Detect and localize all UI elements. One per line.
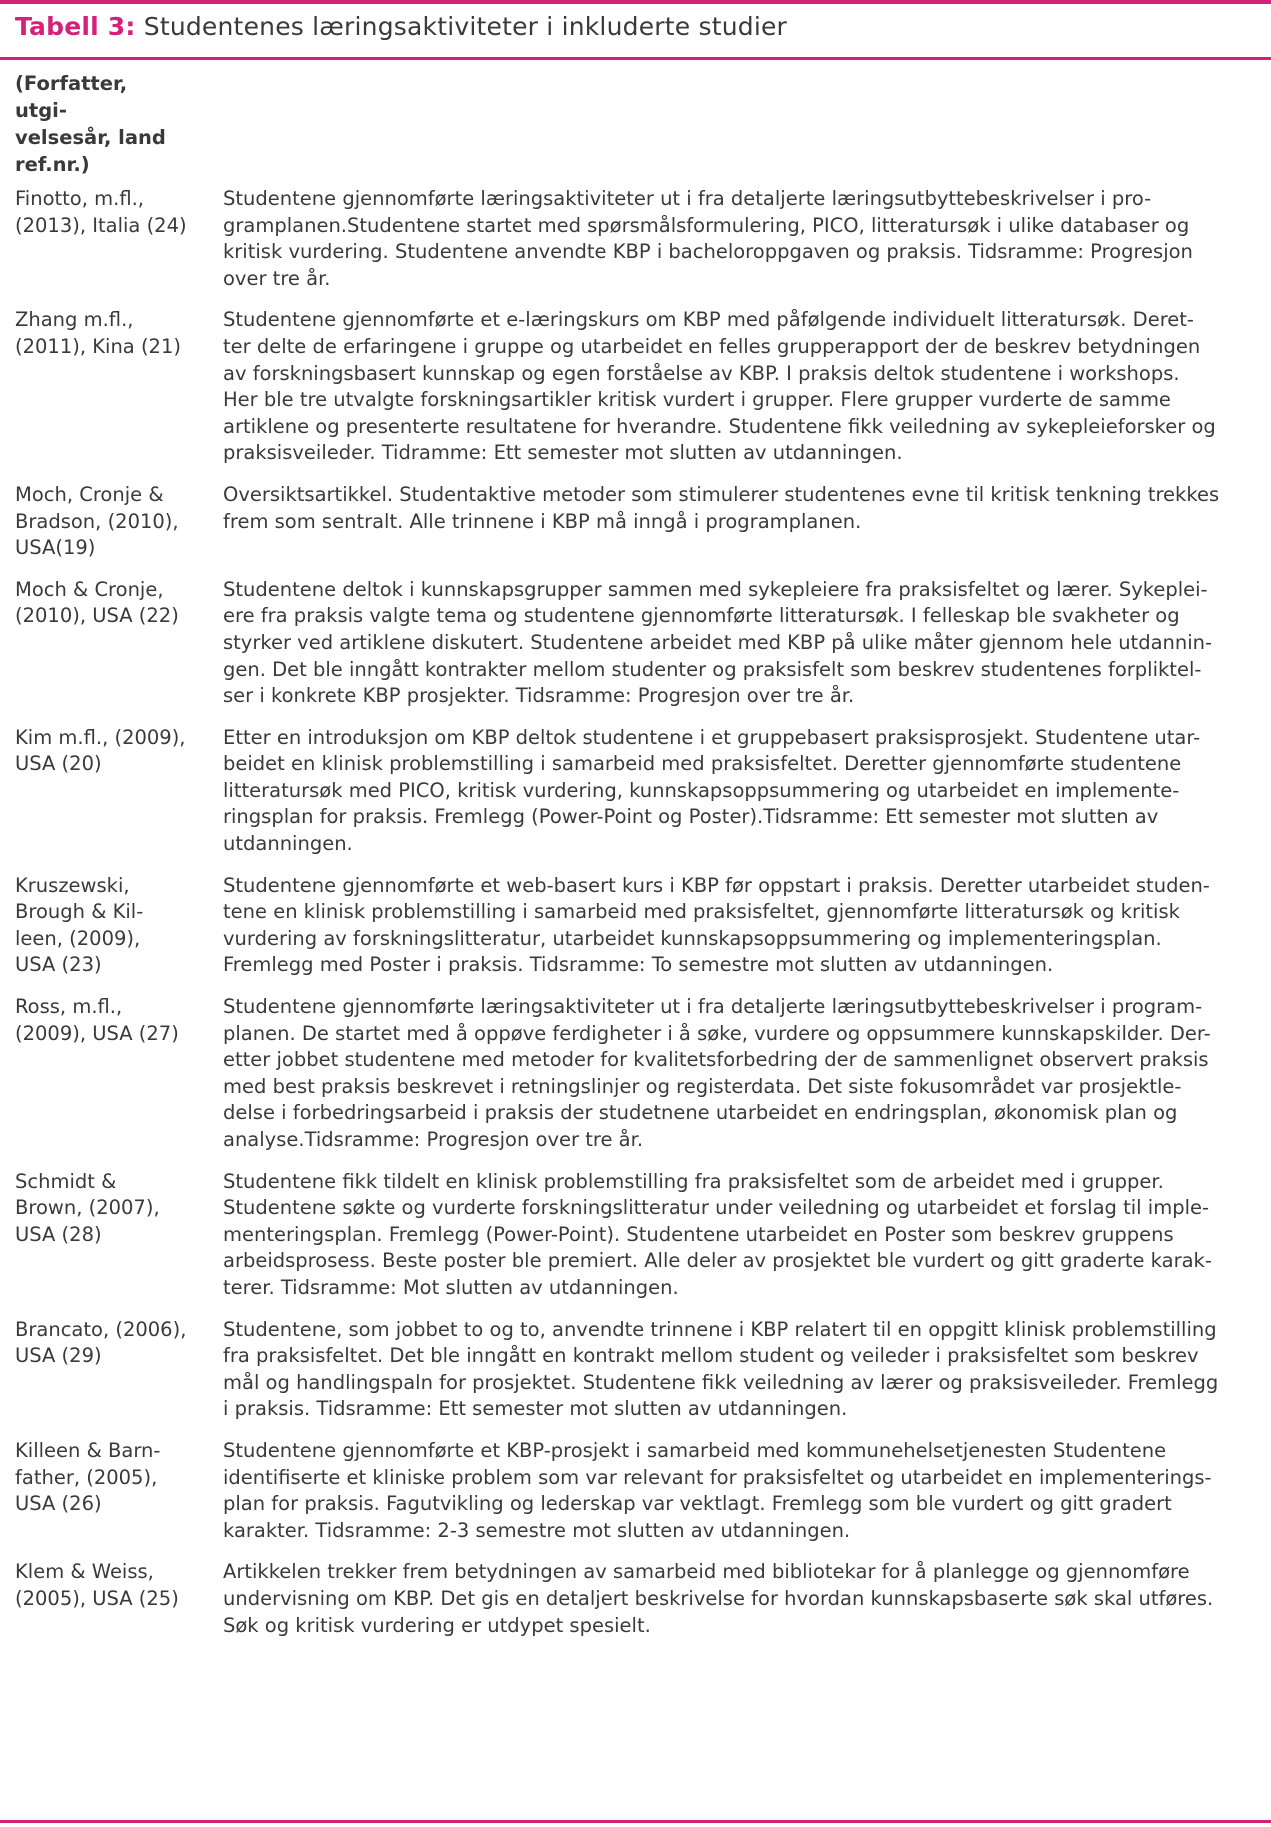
- author-line: Moch, Cronje &: [15, 482, 164, 506]
- description-line: av forskningsbasert kunnskap og egen forståelse av KBP. I praksis deltok studentene i workshops.: [223, 361, 1180, 385]
- table-row: [15, 873, 1258, 979]
- description-line: menteringsplan. Fremlegg (Power-Point). Studentene utarbeidet en Poster som beskrev gruppens: [223, 1222, 1174, 1246]
- author-line: Brancato, (2006),: [15, 1317, 187, 1341]
- description-line: undervisning om KBP. Det gis en detaljert beskrivelse for hvordan kunnskapsbaserte søk skal utføres.: [223, 1586, 1214, 1610]
- description-line: kritisk vurdering. Studentene anvendte KBP i bacheloroppgaven og praksis. Tidsramme: Progresjon: [223, 240, 1193, 264]
- author-line: USA (29): [15, 1344, 102, 1368]
- header-line: (Forfatter, utgi-: [15, 72, 128, 122]
- description-line: Studentene søkte og vurderte forskningslitteratur under veiledning og utarbeidet et forslag til imple-: [223, 1196, 1210, 1220]
- author-cell: [15, 307, 223, 467]
- table-row: [15, 1559, 1258, 1639]
- author-cell: [15, 1438, 223, 1544]
- top-rule: [0, 0, 1271, 4]
- description-line: ter delte de erfaringene i gruppe og utarbeidet en felles grupperapport der de beskrev betydningen: [223, 334, 1201, 358]
- author-line: (2013), Italia (24): [15, 213, 187, 237]
- author-line: (2011), Kina (21): [15, 334, 181, 358]
- author-line: Brough & Kil-: [15, 900, 144, 924]
- author-line: Ross, m.fl.,: [15, 995, 123, 1019]
- header-line: velsesår, land: [15, 126, 166, 149]
- description-line: Søk og kritisk vurdering er utdypet spesielt.: [223, 1613, 651, 1637]
- description-line: vurdering av forskningslitteratur, utarbeidet kunnskapsoppsummering og implementeringsplan.: [223, 926, 1162, 950]
- author-line: USA(19): [15, 536, 96, 560]
- description-line: Studentene deltok i kunnskapsgrupper sammen med sykepleiere fra praksisfeltet og lærer. Sykeplei-: [223, 577, 1208, 601]
- description-line: Studentene gjennomførte læringsaktiviteter ut i fra detaljerte læringsutbyttebeskrivelser i program-: [223, 995, 1203, 1019]
- description-line: Etter en introduksjon om KBP deltok studentene i et gruppebasert praksisprosjekt. Studentene utar-: [223, 725, 1201, 749]
- author-cell: [15, 577, 223, 710]
- table-row: [15, 577, 1258, 710]
- description-cell: [223, 1559, 1258, 1639]
- description-line: Artikkelen trekker frem betydningen av samarbeid med bibliotekar for å planlegge og gjennomføre: [223, 1560, 1190, 1584]
- table-body: [15, 186, 1258, 1639]
- description-line: identifiserte et kliniske problem som var relevant for praksisfeltet og utarbeidet en implementerings-: [223, 1465, 1212, 1489]
- table-caption: Studentenes læringsaktiviteter i inkluderte studier: [143, 12, 788, 41]
- table-row: [15, 994, 1258, 1154]
- author-line: Finotto, m.fl.,: [15, 187, 144, 210]
- table-row: [15, 1169, 1258, 1302]
- description-cell: [223, 1438, 1258, 1544]
- description-line: plan for praksis. Fagutvikling og lederskap var vektlagt. Fremlegg som ble vurdert og gitt gradert: [223, 1492, 1172, 1516]
- author-line: Bradson, (2010),: [15, 509, 179, 533]
- description-line: tene en klinisk problemstilling i samarbeid med praksisfeltet, gjennomførte litteratursøk og kritisk: [223, 900, 1180, 924]
- author-line: Brown, (2007),: [15, 1196, 160, 1220]
- author-line: Killeen & Barn-: [15, 1438, 161, 1462]
- description-line: arbeidsprosess. Beste poster ble premiert. Alle deler av prosjektet ble vurdert og gitt graderte karak-: [223, 1249, 1212, 1273]
- author-cell: [15, 482, 223, 562]
- description-line: frem som sentralt. Alle trinnene i KBP må inngå i programplanen.: [223, 509, 862, 533]
- author-line: (2009), USA (27): [15, 1021, 179, 1045]
- description-line: Her ble tre utvalgte forskningsartikler kritisk vurdert i grupper. Flere grupper vurderte de samme: [223, 388, 1171, 412]
- table-row: [15, 307, 1258, 467]
- description-line: Studentene gjennomførte et e-læringskurs om KBP med påfølgende individuelt litteratursøk. Deret-: [223, 308, 1194, 332]
- description-line: gramplanen.Studentene startet med spørsmålsformulering, PICO, litteratursøk i ulike databaser og: [223, 213, 1190, 237]
- description-line: Studentene gjennomførte læringsaktiviteter ut i fra detaljerte læringsutbyttebeskrivelser i pro-: [223, 187, 1152, 210]
- author-column-header: [15, 70, 185, 178]
- author-cell: [15, 994, 223, 1154]
- description-line: Studentene fikk tildelt en klinisk problemstilling fra praksisfeltet som de arbeidet med i grupper.: [223, 1169, 1164, 1193]
- description-line: i praksis. Tidsramme: Ett semester mot slutten av utdanningen.: [223, 1397, 848, 1421]
- description-line: Studentene, som jobbet to og to, anvendte trinnene i KBP relatert til en oppgitt klinisk problemstilling: [223, 1317, 1217, 1341]
- description-cell: [223, 1169, 1258, 1302]
- description-line: Oversiktsartikkel. Studentaktive metoder som stimulerer studentenes evne til kritisk tenkning trekkes: [223, 482, 1220, 506]
- description-line: styrker ved artiklene diskutert. Studentene arbeidet med KBP på ulike måter gjennom hele utdannin-: [223, 630, 1213, 654]
- description-cell: [223, 307, 1258, 467]
- author-line: USA (23): [15, 953, 102, 977]
- description-line: artiklene og presenterte resultatene for hverandre. Studentene fikk veiledning av sykepleieforsker og: [223, 414, 1216, 438]
- author-line: (2005), USA (25): [15, 1586, 179, 1610]
- title-rule: [0, 57, 1271, 60]
- description-line: terer. Tidsramme: Mot slutten av utdanningen.: [223, 1275, 679, 1299]
- table-row: [15, 1438, 1258, 1544]
- author-line: Kruszewski,: [15, 873, 130, 897]
- description-line: utdanningen.: [223, 832, 353, 856]
- description-line: litteratursøk med PICO, kritisk vurdering, kunnskapsoppsummering og utarbeidet en implemente-: [223, 778, 1180, 802]
- description-line: analyse.Tidsramme: Progresjon over tre år.: [223, 1128, 644, 1151]
- description-line: gen. Det ble inngått kontrakter mellom studenter og praksisfelt som beskrev studentenes forpliktel-: [223, 657, 1202, 681]
- description-line: etter jobbet studentene med metoder for kvalitetsforbedring der de sammenlignet observert praksis: [223, 1048, 1209, 1072]
- table-title: [15, 10, 787, 44]
- author-line: (2010), USA (22): [15, 604, 179, 628]
- description-cell: [223, 994, 1258, 1154]
- author-cell: [15, 1169, 223, 1302]
- description-line: Studentene gjennomførte et KBP-prosjekt i samarbeid med kommunehelsetjenesten Studentene: [223, 1438, 1167, 1462]
- table-row: [15, 186, 1258, 292]
- description-line: ere fra praksis valgte tema og studentene gjennomførte litteratursøk. I felleskap ble svakheter og: [223, 604, 1180, 628]
- description-line: praksisveileder. Tidramme: Ett semester mot slutten av utdanningen.: [223, 441, 903, 465]
- description-line: Fremlegg med Poster i praksis. Tidsramme: To semestre mot slutten av utdanningen.: [223, 953, 1054, 977]
- description-line: beidet en klinisk problemstilling i samarbeid med praksisfeltet. Deretter gjennomførte studentene: [223, 752, 1182, 776]
- description-line: ringsplan for praksis. Fremlegg (Power-Point og Poster).Tidsramme: Ett semester mot slutten av: [223, 805, 1159, 829]
- table-row: [15, 1317, 1258, 1423]
- author-line: leen, (2009),: [15, 926, 141, 950]
- description-line: planen. De startet med å oppøve ferdigheter i å søke, vurdere og oppsummere kunnskapskilder. Der-: [223, 1021, 1211, 1045]
- description-cell: [223, 186, 1258, 292]
- author-cell: [15, 873, 223, 979]
- bottom-rule: [0, 1820, 1271, 1823]
- author-line: Schmidt &: [15, 1169, 117, 1193]
- description-cell: [223, 873, 1258, 979]
- description-cell: [223, 725, 1258, 858]
- table-row: [15, 482, 1258, 562]
- table-label: Tabell 3:: [15, 12, 136, 41]
- author-line: USA (26): [15, 1492, 102, 1516]
- author-line: Moch & Cronje,: [15, 577, 164, 601]
- description-line: delse i forbedringsarbeid i praksis der studetnene utarbeidet en endringsplan, økonomisk plan og: [223, 1101, 1178, 1125]
- description-line: ser i konkrete KBP prosjekter. Tidsramme: Progresjon over tre år.: [223, 684, 855, 708]
- table-row: [15, 725, 1258, 858]
- description-cell: [223, 577, 1258, 710]
- description-line: fra praksisfeltet. Det ble inngått en kontrakt mellom student og veileder i praksisfeltet som beskrev: [223, 1344, 1199, 1368]
- description-line: med best praksis beskrevet i retningslinjer og registerdata. Det siste fokusområdet var prosjektle-: [223, 1074, 1182, 1098]
- author-cell: [15, 725, 223, 858]
- description-line: over tre år.: [223, 266, 331, 290]
- author-line: Zhang m.fl.,: [15, 308, 134, 332]
- author-line: Kim m.fl., (2009),: [15, 725, 186, 749]
- author-line: USA (28): [15, 1222, 102, 1246]
- description-line: mål og handlingspaln for prosjektet. Studentene fikk veiledning av lærer og praksisveileder. Fremlegg: [223, 1370, 1219, 1394]
- author-cell: [15, 1559, 223, 1639]
- description-cell: [223, 482, 1258, 562]
- author-line: USA (20): [15, 752, 102, 776]
- author-line: father, (2005),: [15, 1465, 158, 1489]
- header-line: ref.nr.): [15, 153, 90, 176]
- learning-activities-table: [15, 70, 1258, 1654]
- description-line: karakter. Tidsramme: 2-3 semestre mot slutten av utdanningen.: [223, 1518, 851, 1542]
- description-cell: [223, 1317, 1258, 1423]
- author-cell: [15, 186, 223, 292]
- description-line: Studentene gjennomførte et web-basert kurs i KBP før oppstart i praksis. Deretter utarbeidet studen-: [223, 873, 1210, 897]
- author-line: Klem & Weiss,: [15, 1560, 154, 1584]
- author-cell: [15, 1317, 223, 1423]
